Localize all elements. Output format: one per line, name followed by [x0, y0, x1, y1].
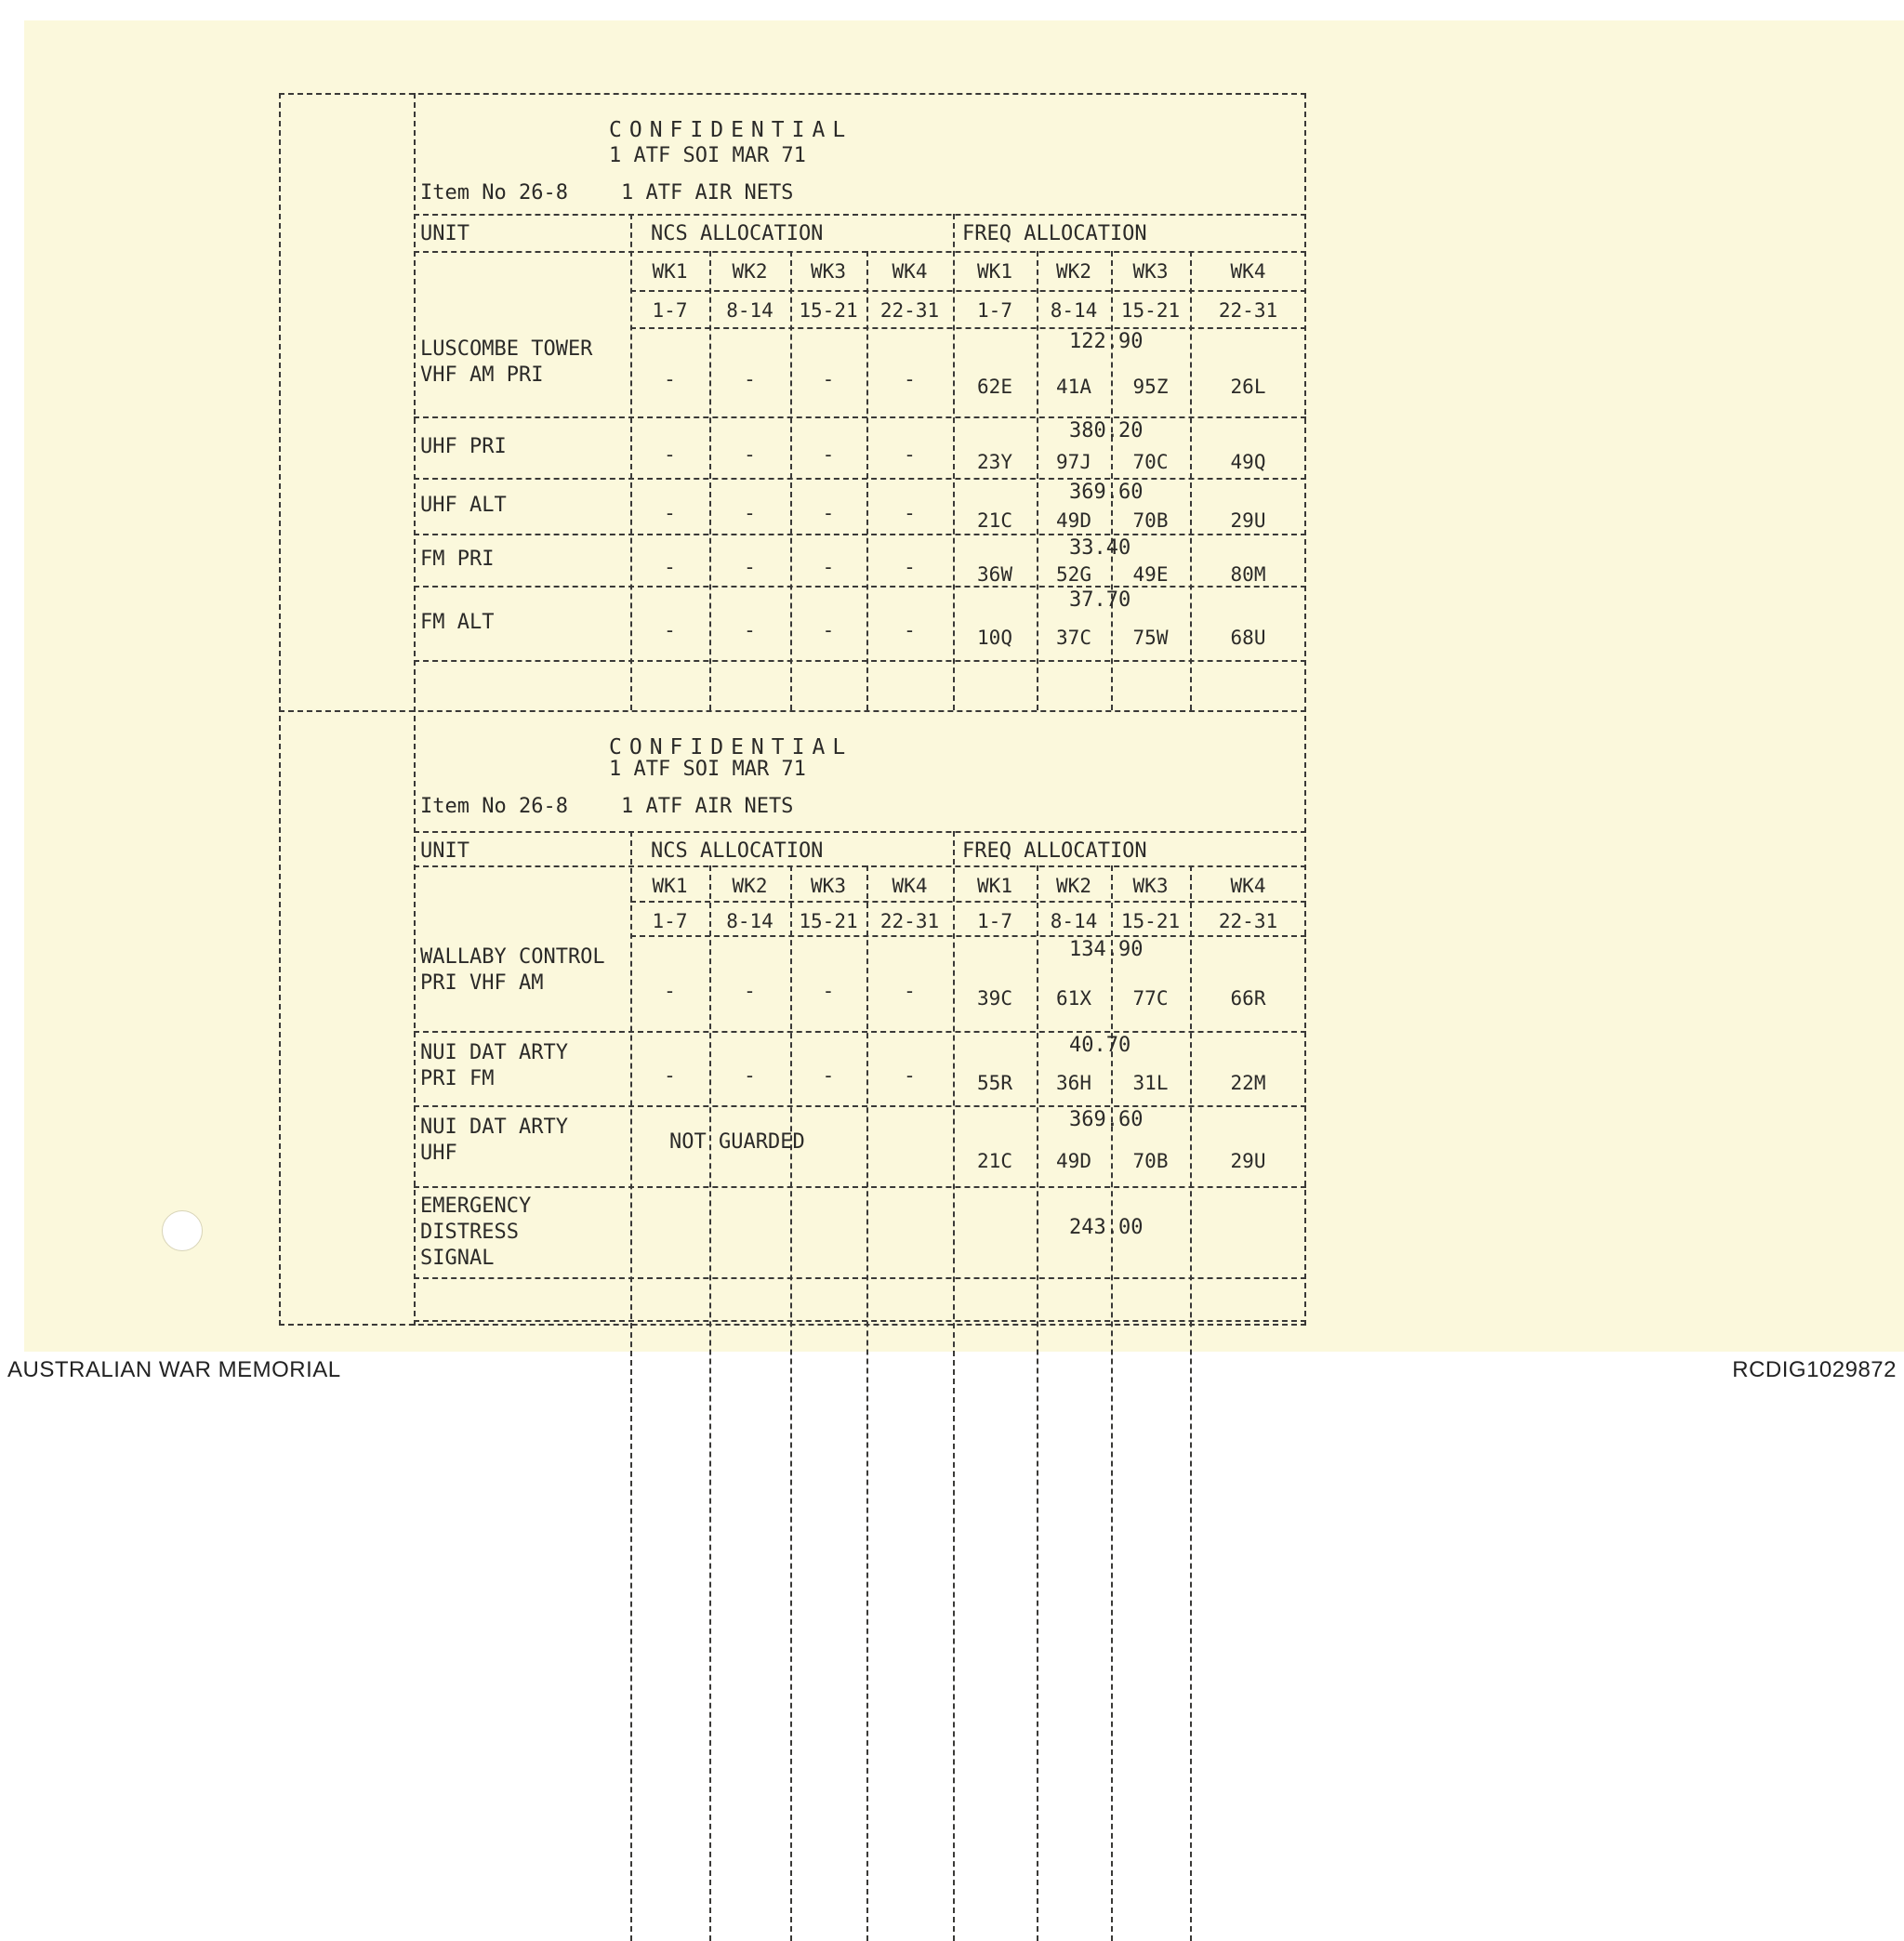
ncs-cell: -: [664, 556, 676, 578]
frame-left-rule: [279, 93, 281, 1326]
frequency-value: 37.70: [1069, 588, 1131, 612]
item-number: Item No 26-8: [420, 795, 568, 818]
table-top-rule: [414, 831, 1306, 833]
freq-code-cell: 23Y: [977, 451, 1012, 473]
freq-code-cell: 49E: [1132, 563, 1169, 586]
freq-code-cell: 80M: [1230, 563, 1266, 586]
unit-name-line: LUSCOMBE TOWER: [420, 337, 593, 361]
ncs-cell: -: [822, 619, 835, 641]
unit-name-line: PRI VHF AM: [420, 971, 544, 995]
ncs-note: NOT GUARDED: [669, 1129, 805, 1154]
unit-name-line: FM ALT: [420, 611, 495, 634]
punch-hole: [162, 1210, 203, 1251]
week-label: WK4: [1230, 875, 1266, 897]
unit-name-line: UHF ALT: [420, 494, 507, 517]
freq-code-cell: 10Q: [977, 627, 1012, 649]
row-rule: [414, 534, 1306, 535]
ncs-cell: -: [664, 619, 676, 641]
week-label: WK3: [1132, 260, 1169, 283]
date-range: 22-31: [1218, 910, 1278, 932]
footer-record-id: RCDIG1029872: [1732, 1357, 1897, 1382]
row-rule: [414, 1105, 1306, 1107]
ncs-cell: -: [744, 443, 756, 466]
ncs-cell: -: [822, 368, 835, 390]
week-rule: [630, 290, 1306, 292]
ncs-cell: -: [822, 443, 835, 466]
week-label: WK1: [977, 260, 1012, 283]
row-rule: [414, 1031, 1306, 1033]
date-range: 15-21: [799, 910, 858, 932]
column-rule: [709, 865, 711, 1941]
ncs-cell: -: [664, 443, 676, 466]
unit-name-line: SIGNAL: [420, 1247, 495, 1270]
ncs-cell: -: [904, 502, 916, 524]
ncs-cell: -: [664, 1064, 676, 1087]
ncs-cell: -: [744, 368, 756, 390]
date-range: 22-31: [879, 299, 940, 322]
week-label: WK1: [652, 260, 688, 283]
row-rule: [414, 1277, 1306, 1279]
item-title: 1 ATF AIR NETS: [621, 181, 794, 205]
frame-margin-rule: [414, 93, 416, 1326]
ncs-cell: -: [904, 619, 916, 641]
freq-code-cell: 55R: [977, 1072, 1012, 1094]
ncs-cell: -: [822, 502, 835, 524]
unit-name-line: UHF: [420, 1142, 457, 1165]
freq-allocation-header: FREQ ALLOCATION: [962, 222, 1147, 245]
unit-name-line: WALLABY CONTROL: [420, 945, 605, 969]
row-rule: [414, 478, 1306, 480]
ncs-allocation-header: NCS ALLOCATION: [651, 839, 824, 863]
freq-code-cell: 77C: [1132, 986, 1169, 1010]
ncs-cell: -: [744, 979, 756, 1002]
freq-code-cell: 62E: [977, 376, 1012, 398]
ncs-cell: -: [822, 979, 835, 1002]
soi-document: [279, 93, 1306, 1326]
row-rule: [414, 660, 1306, 662]
column-rule: [1111, 865, 1113, 1941]
column-rule: [1037, 865, 1038, 1941]
date-range: 15-21: [799, 299, 858, 322]
soi-reference: 1 ATF SOI MAR 71: [609, 144, 806, 167]
week-label: WK3: [811, 260, 846, 283]
unit-name-line: NUI DAT ARTY: [420, 1041, 568, 1064]
frequency-value: 33.40: [1069, 536, 1131, 560]
week-label: WK3: [1132, 875, 1169, 897]
frame-bottom-rule: [279, 1324, 1306, 1326]
item-title: 1 ATF AIR NETS: [621, 795, 794, 818]
date-range: 1-7: [652, 299, 688, 322]
freq-code-cell: 97J: [1056, 451, 1091, 473]
freq-code-cell: 68U: [1230, 627, 1266, 649]
classification-heading: CONFIDENTIAL: [609, 118, 853, 142]
ncs-cell: -: [904, 443, 916, 466]
ncs-cell: -: [744, 1064, 756, 1087]
freq-code-cell: 31L: [1132, 1072, 1169, 1094]
freq-code-cell: 49D: [1056, 1149, 1091, 1172]
ncs-cell: -: [904, 556, 916, 578]
week-label: WK3: [811, 875, 846, 897]
freq-code-cell: 70B: [1132, 509, 1169, 532]
week-label: WK1: [977, 875, 1012, 897]
unit-name-line: FM PRI: [420, 548, 495, 571]
freq-code-cell: 49D: [1056, 509, 1091, 532]
freq-allocation-header: FREQ ALLOCATION: [962, 839, 1147, 863]
table-top-rule: [414, 214, 1306, 216]
date-range: 8-14: [1050, 299, 1098, 322]
frequency-value: 369.60: [1069, 481, 1144, 504]
section-divider-rule: [279, 710, 1306, 712]
row-rule: [414, 1320, 1306, 1322]
frame-top-rule: [279, 93, 1306, 95]
freq-code-cell: 66R: [1230, 986, 1266, 1010]
column-rule: [790, 865, 792, 1941]
ncs-cell: -: [664, 502, 676, 524]
freq-code-cell: 21C: [977, 509, 1012, 532]
freq-code-cell: 41A: [1056, 376, 1091, 398]
frequency-value: 243.00: [1069, 1216, 1144, 1239]
date-range: 15-21: [1120, 910, 1181, 932]
unit-name-line: NUI DAT ARTY: [420, 1116, 568, 1139]
row-rule: [414, 586, 1306, 588]
ncs-cell: -: [744, 502, 756, 524]
freq-code-cell: 22M: [1230, 1072, 1266, 1094]
row-rule: [414, 416, 1306, 418]
date-range: 1-7: [652, 910, 688, 932]
freq-code-cell: 75W: [1132, 627, 1169, 649]
freq-code-cell: 70C: [1132, 451, 1169, 473]
item-number: Item No 26-8: [420, 181, 568, 205]
week-label: WK1: [652, 875, 688, 897]
week-label: WK2: [732, 875, 768, 897]
freq-code-cell: 70B: [1132, 1149, 1169, 1172]
unit-name-line: PRI FM: [420, 1067, 495, 1090]
unit-name-line: UHF PRI: [420, 435, 507, 458]
freq-code-cell: 37C: [1056, 627, 1091, 649]
date-range: 22-31: [1218, 299, 1278, 322]
row-rule: [414, 1186, 1306, 1188]
week-label: WK4: [892, 260, 928, 283]
date-range: 1-7: [977, 299, 1012, 322]
freq-code-cell: 29U: [1230, 1149, 1266, 1172]
range-rule: [630, 327, 1306, 329]
freq-code-cell: 26L: [1230, 376, 1266, 398]
ncs-allocation-header: NCS ALLOCATION: [651, 222, 824, 245]
range-rule: [630, 935, 1306, 937]
ncs-cell: -: [904, 1064, 916, 1087]
classification-heading: CONFIDENTIAL: [609, 735, 853, 759]
freq-code-cell: 21C: [977, 1149, 1012, 1172]
header-rule: [414, 865, 1306, 867]
ncs-cell: -: [664, 979, 676, 1002]
frequency-value: 122.90: [1069, 330, 1144, 353]
freq-code-cell: 36H: [1056, 1072, 1091, 1094]
header-rule: [414, 251, 1306, 253]
freq-code-cell: 61X: [1056, 986, 1091, 1010]
freq-code-cell: 49Q: [1230, 451, 1266, 473]
frequency-value: 40.70: [1069, 1034, 1131, 1057]
week-label: WK4: [892, 875, 928, 897]
freq-code-cell: 29U: [1230, 509, 1266, 532]
date-range: 8-14: [726, 299, 774, 322]
date-range: 8-14: [726, 910, 774, 932]
week-label: WK2: [1056, 260, 1091, 283]
freq-code-cell: 39C: [977, 986, 1012, 1010]
freq-code-cell: 52G: [1056, 563, 1091, 586]
ncs-cell: -: [744, 556, 756, 578]
ncs-cell: -: [822, 556, 835, 578]
ncs-cell: -: [822, 1064, 835, 1087]
date-range: 22-31: [879, 910, 940, 932]
ncs-cell: -: [904, 368, 916, 390]
column-rule: [1190, 865, 1192, 1941]
ncs-cell: -: [744, 619, 756, 641]
date-range: 8-14: [1050, 910, 1098, 932]
unit-name-line: DISTRESS: [420, 1221, 519, 1244]
freq-code-cell: 95Z: [1132, 376, 1169, 398]
unit-column-header: UNIT: [420, 839, 469, 863]
date-range: 15-21: [1120, 299, 1181, 322]
unit-name-line: EMERGENCY: [420, 1195, 532, 1218]
week-label: WK2: [1056, 875, 1091, 897]
week-rule: [630, 901, 1306, 903]
frequency-value: 369.60: [1069, 1108, 1144, 1131]
unit-name-line: VHF AM PRI: [420, 363, 544, 387]
frequency-value: 134.90: [1069, 938, 1144, 961]
ncs-cell: -: [904, 979, 916, 1002]
freq-code-cell: 36W: [977, 563, 1012, 586]
frequency-value: 380.20: [1069, 419, 1144, 442]
ncs-cell: -: [664, 368, 676, 390]
footer-institution: AUSTRALIAN WAR MEMORIAL: [7, 1357, 341, 1382]
week-label: WK2: [732, 260, 768, 283]
soi-reference: 1 ATF SOI MAR 71: [609, 758, 806, 781]
column-rule: [866, 865, 868, 1941]
date-range: 1-7: [977, 910, 1012, 932]
unit-column-header: UNIT: [420, 222, 469, 245]
week-label: WK4: [1230, 260, 1266, 283]
